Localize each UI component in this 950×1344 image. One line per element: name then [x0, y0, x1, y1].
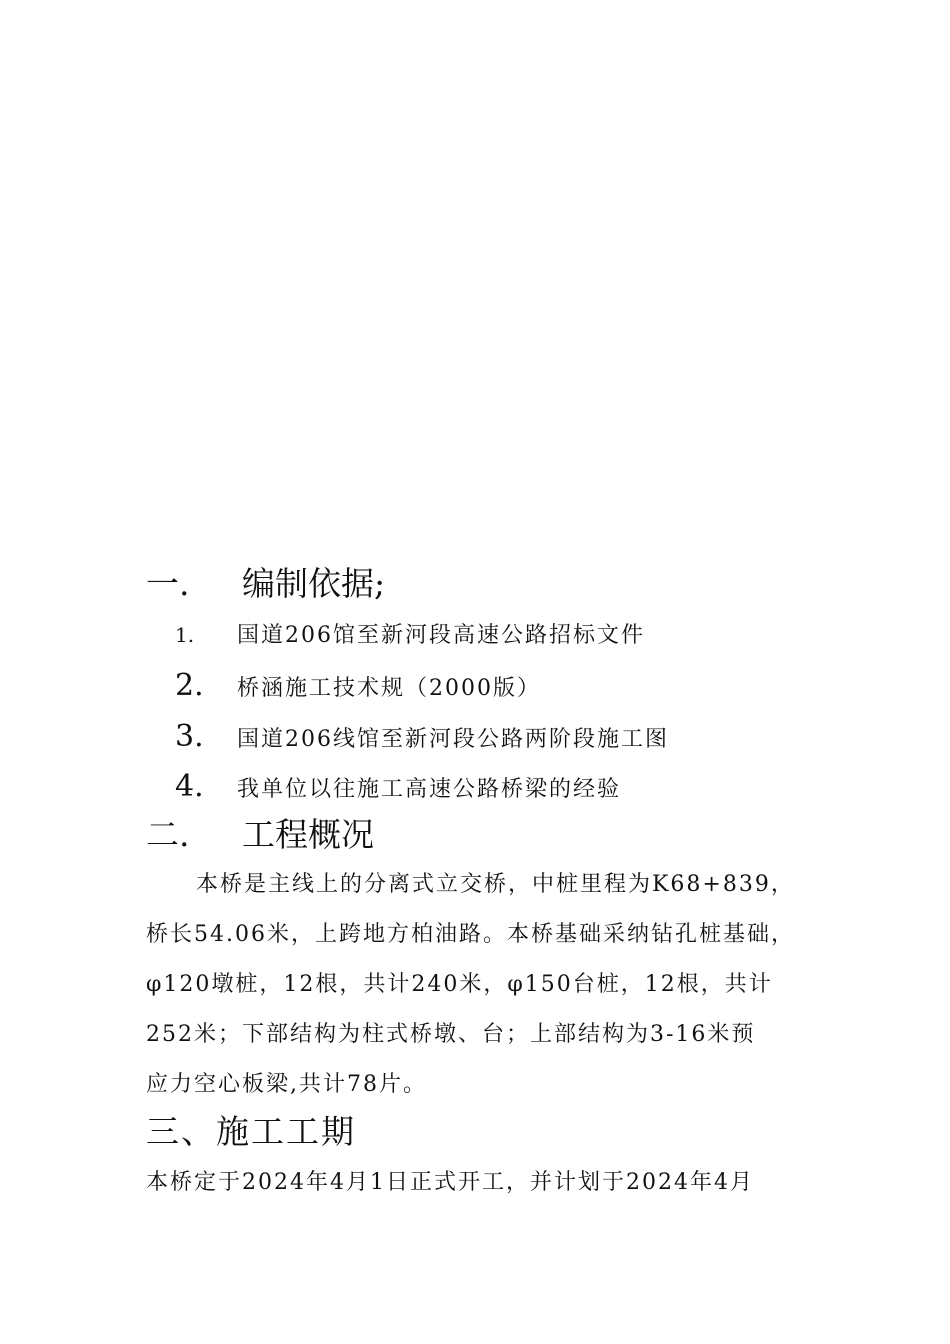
list-item-number: 1. [175, 623, 195, 647]
list-item [175, 620, 645, 651]
list-item-number: 3. [175, 719, 204, 754]
list-item-text: 国道206线馆至新河段公路两阶段施工图 [237, 727, 669, 752]
list-item [175, 719, 669, 755]
paragraph-line: 252米；下部结构为柱式桥墩、台；上部结构为3-16米预 [146, 1022, 756, 1047]
paragraph-line: 本桥定于2024年4月1日正式开工，并计划于2024年4月 [146, 1170, 754, 1195]
section-2-number: 二. [146, 815, 190, 854]
list-item-number: 2. [175, 668, 204, 703]
paragraph-line: φ120墩桩，12根，共计240米，φ150台桩，12根，共计 [146, 972, 773, 997]
paragraph-line: 应力空心板梁,共计78片。 [146, 1072, 427, 1097]
list-item [175, 769, 622, 805]
list-item [175, 668, 541, 704]
section-1-heading [146, 564, 385, 604]
list-item-text: 国道206馆至新河段高速公路招标文件 [237, 623, 645, 648]
list-item-text: 我单位以往施工高速公路桥梁的经验 [237, 777, 622, 802]
list-item-number: 4. [175, 769, 204, 804]
section-1-title: 编制依据; [242, 564, 386, 603]
paragraph-line: 桥长54.06米，上跨地方柏油路。本桥基础采纳钻孔桩基础， [146, 922, 795, 947]
list-item-text: 桥涵施工技术规（2000版） [237, 676, 541, 701]
section-2-heading [146, 815, 374, 855]
section-2-title: 工程概况 [242, 815, 374, 854]
section-3-heading: 三、施工工期 [146, 1112, 356, 1151]
section-3-paragraph [146, 1158, 826, 1208]
section-1-number: 一. [146, 564, 190, 603]
paragraph-line: 本桥是主线上的分离式立交桥，中桩里程为K68+839， [196, 872, 795, 897]
section-2-paragraph [146, 860, 826, 1110]
